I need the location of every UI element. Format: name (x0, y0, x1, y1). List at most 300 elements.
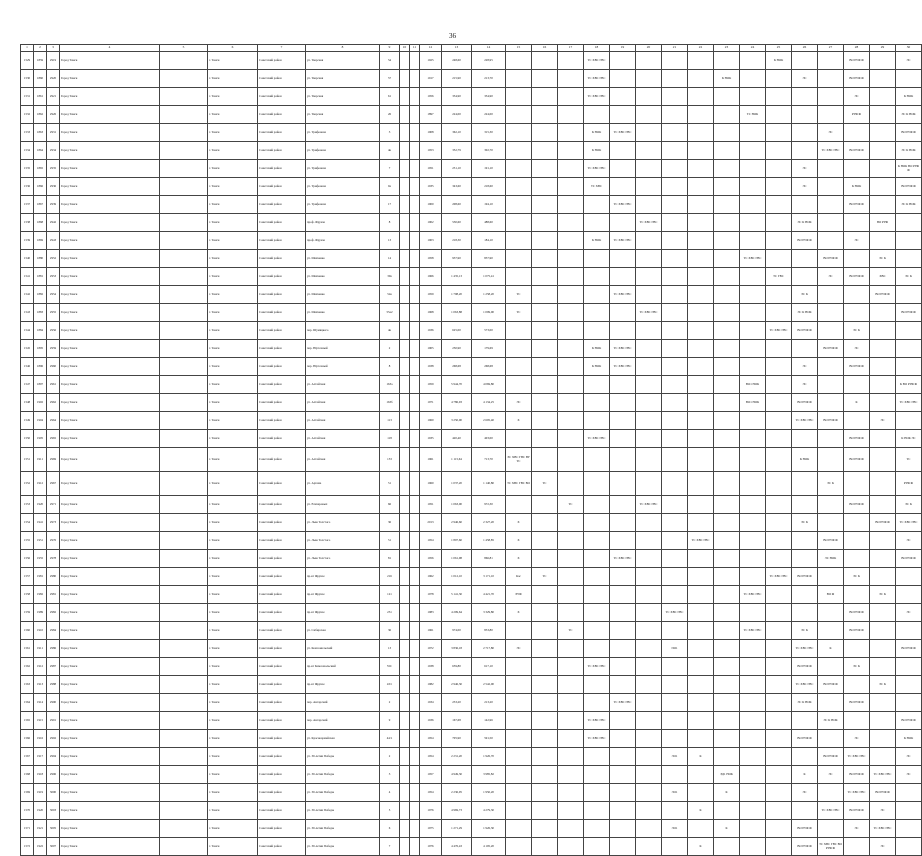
total-area-cell: 1 012,10 (442, 568, 472, 586)
system-code-cell: ТС ХВС ГВС (610, 124, 636, 142)
system-code-cell (870, 304, 896, 322)
street-cell: ул. Красноармейская (306, 730, 380, 748)
district-cell: Советский район (258, 70, 306, 88)
blank-cell (160, 88, 208, 106)
row-id-cell: 2953 (47, 268, 60, 286)
system-code-cell: ВО РУФ Ф (844, 802, 870, 820)
locality-cell: г. Томск (208, 52, 258, 70)
system-code-cell (740, 766, 766, 784)
table-row (21, 568, 922, 586)
blank-cell (410, 124, 420, 142)
system-code-cell (532, 430, 558, 448)
system-code-cell (714, 712, 740, 730)
system-code-cell (766, 304, 792, 322)
blank-cell (410, 712, 420, 730)
system-code-cell (662, 676, 688, 694)
total-area-cell: 705,90 (442, 730, 472, 748)
living-area-cell: 833,80 (472, 622, 506, 640)
row-id-cell: 2939 (47, 196, 60, 214)
system-code-cell: ВО РУФ Ф (818, 412, 844, 430)
system-code-cell (818, 304, 844, 322)
year-built-cell: 1959 (420, 286, 442, 304)
street-cell: пер. Ангарский (306, 712, 380, 730)
system-code-cell (558, 448, 584, 472)
blank-cell (160, 712, 208, 730)
blank-cell (160, 178, 208, 196)
district-cell: Советский район (258, 286, 306, 304)
system-code-cell (662, 268, 688, 286)
system-code-cell (532, 52, 558, 70)
system-code-cell (636, 514, 662, 532)
system-code-cell (688, 658, 714, 676)
system-code-cell: ЭО1 (662, 784, 688, 802)
system-code-cell (662, 430, 688, 448)
system-code-cell: К (792, 766, 818, 784)
row-code-cell: 1864 (34, 142, 47, 160)
total-area-cell: 1 037,20 (442, 472, 472, 496)
system-code-cell (558, 88, 584, 106)
blank-cell (410, 412, 420, 430)
system-code-cell (766, 358, 792, 376)
row-id-cell: 2919 (47, 52, 60, 70)
system-code-cell: ЭС К (792, 286, 818, 304)
blank-cell (160, 430, 208, 448)
year-built-cell: 1900 (420, 196, 442, 214)
blank-cell (400, 472, 410, 496)
system-code-cell (688, 604, 714, 622)
system-code-cell: ТС ХВС ГВС ВО (506, 472, 532, 496)
system-code-cell (740, 178, 766, 196)
system-code-cell (714, 532, 740, 550)
system-code-cell (532, 820, 558, 838)
locality-cell: г. Томск (208, 514, 258, 532)
system-code-cell (610, 430, 636, 448)
system-code-cell (558, 376, 584, 394)
total-area-cell: 4 476,43 (442, 838, 472, 856)
total-area-cell: 2 231,20 (442, 748, 472, 766)
living-area-cell: 1 258,20 (472, 286, 506, 304)
blank-cell (160, 640, 208, 658)
living-area-cell: 224,00 (472, 106, 506, 124)
system-code-cell: ТС ХВС ГВС (896, 394, 922, 412)
settlement-cell: Город Томск (60, 640, 160, 658)
row-code-cell: 1869 (34, 232, 47, 250)
total-area-cell: 268,68 (442, 358, 472, 376)
system-code-cell (558, 286, 584, 304)
system-code-cell (896, 820, 922, 838)
street-cell: ул. Шевченко (306, 304, 380, 322)
system-code-cell (558, 676, 584, 694)
living-area-cell: 591,50 (472, 730, 506, 748)
system-code-cell (610, 514, 636, 532)
row-code-cell: 1989 (34, 604, 47, 622)
blank-cell (160, 52, 208, 70)
total-area-cell: 2 946,30 (442, 676, 472, 694)
system-code-cell (532, 358, 558, 376)
row-index-cell: 1561 (21, 640, 34, 658)
system-code-cell (714, 448, 740, 472)
table-row (21, 604, 922, 622)
system-code-cell (870, 52, 896, 70)
district-cell: Советский район (258, 496, 306, 514)
system-code-cell (558, 412, 584, 430)
system-code-cell (870, 712, 896, 730)
system-code-cell: ЭС (792, 70, 818, 88)
system-code-cell (896, 250, 922, 268)
row-id-cell: 2971 (47, 496, 60, 514)
year-built-cell: 1951 (420, 160, 442, 178)
system-code-cell (792, 106, 818, 124)
system-code-cell (662, 586, 688, 604)
house-number-cell: 61 (380, 88, 400, 106)
system-code-cell (766, 412, 792, 430)
system-code-cell (792, 712, 818, 730)
settlement-cell: Город Томск (60, 52, 160, 70)
system-code-cell (766, 550, 792, 568)
living-area-cell: 837,90 (472, 250, 506, 268)
system-code-cell (766, 340, 792, 358)
blank-cell (410, 622, 420, 640)
system-code-cell (896, 214, 922, 232)
blank-cell (410, 250, 420, 268)
system-code-cell (662, 322, 688, 340)
row-index-cell: 1565 (21, 712, 34, 730)
settlement-cell: Город Томск (60, 286, 160, 304)
house-number-cell: 66 (380, 496, 400, 514)
system-code-cell (766, 496, 792, 514)
system-code-cell (740, 748, 766, 766)
district-cell: Советский район (258, 676, 306, 694)
settlement-cell: Город Томск (60, 430, 160, 448)
system-code-cell: ЭС (792, 178, 818, 196)
system-code-cell: ЭС К НОК (792, 304, 818, 322)
system-code-cell (558, 694, 584, 712)
system-code-cell (740, 412, 766, 430)
row-id-cell: 2981 (47, 586, 60, 604)
column-number-cell: 9 (380, 45, 400, 52)
row-id-cell: 2920 (47, 70, 60, 88)
system-code-cell (636, 586, 662, 604)
system-code-cell (870, 340, 896, 358)
system-code-cell: ЭС К (818, 472, 844, 496)
system-code-cell: ЭС (818, 766, 844, 784)
system-code-cell (818, 604, 844, 622)
system-code-cell (558, 358, 584, 376)
system-code-cell: К (844, 394, 870, 412)
system-code-cell: ЭС К НОК (792, 694, 818, 712)
street-cell: пер. Ангарский (306, 694, 380, 712)
system-code-cell (766, 622, 792, 640)
system-code-cell (766, 376, 792, 394)
system-code-cell: ВО РУФ (870, 214, 896, 232)
row-id-cell: 2943 (47, 232, 60, 250)
system-code-cell: ТС ХВС ГВС (792, 640, 818, 658)
table-row (21, 712, 922, 730)
district-cell: Советский район (258, 838, 306, 856)
system-code-cell (844, 412, 870, 430)
system-code-cell (714, 640, 740, 658)
system-code-cell (740, 304, 766, 322)
system-code-cell (740, 232, 766, 250)
system-code-cell (558, 250, 584, 268)
year-built-cell: 1957 (420, 766, 442, 784)
locality-cell: г. Томск (208, 214, 258, 232)
settlement-cell: Город Томск (60, 802, 160, 820)
living-area-cell: 213,70 (472, 70, 506, 88)
year-built-cell: 1961 (420, 622, 442, 640)
table-row (21, 196, 922, 214)
row-code-cell: 1911 (34, 640, 47, 658)
blank-cell (410, 322, 420, 340)
system-code-cell (714, 568, 740, 586)
system-code-cell: ТС (558, 622, 584, 640)
system-code-cell (506, 178, 532, 196)
system-code-cell (740, 514, 766, 532)
system-code-cell: К НОК (844, 178, 870, 196)
street-cell: проф. Фрунзе (306, 232, 380, 250)
system-code-cell (558, 514, 584, 532)
system-code-cell: ТС (532, 472, 558, 496)
system-code-cell: ЭС (870, 838, 896, 856)
row-id-cell: 2965 (47, 430, 60, 448)
locality-cell: г. Томск (208, 712, 258, 730)
living-area-cell: 1 926,30 (472, 820, 506, 838)
row-index-cell: 1568 (21, 766, 34, 784)
total-area-cell: 1 115,64 (442, 448, 472, 472)
district-cell: Советский район (258, 52, 306, 70)
system-code-cell: РУФ (506, 586, 532, 604)
table-row (21, 430, 922, 448)
system-code-cell (870, 472, 896, 496)
living-area-cell: 4 134,25 (472, 394, 506, 412)
district-cell: Советский район (258, 106, 306, 124)
table-row (21, 838, 922, 856)
system-code-cell (766, 658, 792, 676)
blank-cell (400, 550, 410, 568)
row-index-cell: 1530 (21, 70, 34, 88)
system-code-cell (610, 160, 636, 178)
system-code-cell (688, 586, 714, 604)
district-cell: Советский район (258, 604, 306, 622)
living-area-cell: 228,95 (472, 52, 506, 70)
blank-cell (160, 604, 208, 622)
system-code-cell (532, 586, 558, 604)
system-code-cell (688, 376, 714, 394)
system-code-cell: ЭС К НОК (896, 196, 922, 214)
row-code-cell: 1912 (34, 472, 47, 496)
house-number-cell: 39а (380, 268, 400, 286)
row-index-cell: 1560 (21, 622, 34, 640)
system-code-cell (636, 712, 662, 730)
system-code-cell (662, 550, 688, 568)
system-code-cell (532, 712, 558, 730)
system-code-cell (532, 304, 558, 322)
system-code-cell: ТС ХВС ГВС (584, 730, 610, 748)
system-code-cell: ТС ХВС (584, 178, 610, 196)
system-code-cell (740, 838, 766, 856)
row-index-cell: 1542 (21, 286, 34, 304)
system-code-cell (844, 160, 870, 178)
system-code-cell (506, 376, 532, 394)
system-code-cell (532, 694, 558, 712)
locality-cell: г. Томск (208, 358, 258, 376)
system-code-cell: ТС ХВС ГВС (662, 604, 688, 622)
system-code-cell (532, 550, 558, 568)
system-code-cell (532, 250, 558, 268)
system-code-cell (766, 838, 792, 856)
blank-cell (160, 250, 208, 268)
system-code-cell (896, 286, 922, 304)
blank-cell (410, 568, 420, 586)
blank-cell (400, 496, 410, 514)
system-code-cell (532, 178, 558, 196)
locality-cell: г. Томск (208, 472, 258, 496)
system-code-cell: ТС (506, 286, 532, 304)
locality-cell: г. Томск (208, 322, 258, 340)
system-code-cell (662, 304, 688, 322)
living-area-cell: 713,70 (472, 448, 506, 472)
system-code-cell: ВО РУФ Ф (844, 430, 870, 448)
living-area-cell: 302,70 (472, 142, 506, 160)
system-code-cell: ТС ХВС ГВС (636, 304, 662, 322)
system-code-cell (792, 52, 818, 70)
system-code-cell: ЭС (870, 802, 896, 820)
system-code-cell (714, 358, 740, 376)
system-code-cell: К НОК (584, 232, 610, 250)
system-code-cell (740, 712, 766, 730)
system-code-cell (870, 730, 896, 748)
system-code-cell: ВО РУФ Ф (792, 820, 818, 838)
system-code-cell (844, 124, 870, 142)
system-code-cell (688, 712, 714, 730)
system-code-cell (662, 448, 688, 472)
blank-cell (160, 802, 208, 820)
system-code-cell (818, 820, 844, 838)
row-id-cell: 2936 (47, 178, 60, 196)
system-code-cell: ЭС (896, 604, 922, 622)
system-code-cell (610, 88, 636, 106)
blank-cell (400, 160, 410, 178)
blank-cell (400, 676, 410, 694)
district-cell: Советский район (258, 820, 306, 838)
row-code-cell: 1913 (34, 676, 47, 694)
blank-cell (400, 340, 410, 358)
system-code-cell: ЭС (844, 730, 870, 748)
system-code-cell: ВО РУФ Ф (844, 496, 870, 514)
system-code-cell: К НОК ВО РУФ Ф (896, 160, 922, 178)
row-code-cell: 1860 (34, 70, 47, 88)
system-code-cell (818, 496, 844, 514)
blank-cell (410, 838, 420, 856)
year-built-cell: 1956 (420, 88, 442, 106)
system-code-cell (506, 358, 532, 376)
system-code-cell (636, 676, 662, 694)
system-code-cell (584, 250, 610, 268)
system-code-cell (506, 622, 532, 640)
street-cell: пр-кт Комсомольский (306, 658, 380, 676)
district-cell: Советский район (258, 568, 306, 586)
system-code-cell (558, 196, 584, 214)
system-code-cell (766, 214, 792, 232)
system-code-cell (792, 142, 818, 160)
settlement-cell: Город Томск (60, 472, 160, 496)
system-code-cell: ТС ХВС ГВС (844, 748, 870, 766)
system-code-cell (506, 820, 532, 838)
system-code-cell (766, 88, 792, 106)
total-area-cell: 3 836,18 (442, 640, 472, 658)
system-code-cell: К (688, 802, 714, 820)
system-code-cell (688, 304, 714, 322)
column-number-cell: 18 (584, 45, 610, 52)
system-code-cell (714, 124, 740, 142)
system-code-cell (688, 412, 714, 430)
district-cell: Советский район (258, 622, 306, 640)
blank-cell (400, 106, 410, 124)
system-code-cell (818, 214, 844, 232)
blank-cell (160, 514, 208, 532)
row-code-cell: 1921 (34, 820, 47, 838)
locality-cell: г. Томск (208, 160, 258, 178)
system-code-cell (688, 358, 714, 376)
row-code-cell: 1896 (34, 358, 47, 376)
row-id-cell: 3007 (47, 838, 60, 856)
system-code-cell (740, 640, 766, 658)
street-cell: пер. Шумяцкого (306, 322, 380, 340)
system-code-cell (532, 88, 558, 106)
system-code-cell: ЭД1 НОК (714, 766, 740, 784)
house-number-cell: 17 (380, 196, 400, 214)
system-code-cell: ВО РУФ Ф (818, 250, 844, 268)
system-code-cell: ВО РУФ Ф (818, 676, 844, 694)
row-code-cell: 1919 (34, 784, 47, 802)
row-code-cell: 1880 (34, 250, 47, 268)
blank-cell (410, 304, 420, 322)
system-code-cell: ТС ХВС ГВС (766, 568, 792, 586)
system-code-cell: ТС ХВС ГВС (740, 586, 766, 604)
system-code-cell: ТС ХВС ГВС (610, 232, 636, 250)
system-code-cell (818, 784, 844, 802)
total-area-cell: 224,00 (442, 106, 472, 124)
row-code-cell: 1911 (34, 448, 47, 472)
system-code-cell (662, 286, 688, 304)
system-code-cell (844, 214, 870, 232)
blank-cell (160, 622, 208, 640)
system-code-cell: ЭС (896, 532, 922, 550)
system-code-cell (818, 430, 844, 448)
house-number-cell: 14 (380, 250, 400, 268)
row-code-cell: 1895 (34, 340, 47, 358)
row-code-cell: 1916 (34, 730, 47, 748)
system-code-cell: ЭО1 (662, 748, 688, 766)
system-code-cell (558, 784, 584, 802)
column-number-cell: 30 (896, 45, 922, 52)
blank-cell (400, 142, 410, 160)
row-index-cell: 1537 (21, 196, 34, 214)
locality-cell: г. Томск (208, 604, 258, 622)
row-id-cell: 2967 (47, 472, 60, 496)
system-code-cell: ЭС (844, 820, 870, 838)
system-code-cell (532, 496, 558, 514)
system-code-cell: К (688, 748, 714, 766)
system-code-cell (766, 430, 792, 448)
row-code-cell: 1920 (34, 802, 47, 820)
system-code-cell: ТС ХВС ГВС (610, 196, 636, 214)
blank-cell (400, 568, 410, 586)
row-id-cell: 2986 (47, 640, 60, 658)
district-cell: Советский район (258, 784, 306, 802)
system-code-cell (714, 586, 740, 604)
house-number-cell: 54 (380, 52, 400, 70)
